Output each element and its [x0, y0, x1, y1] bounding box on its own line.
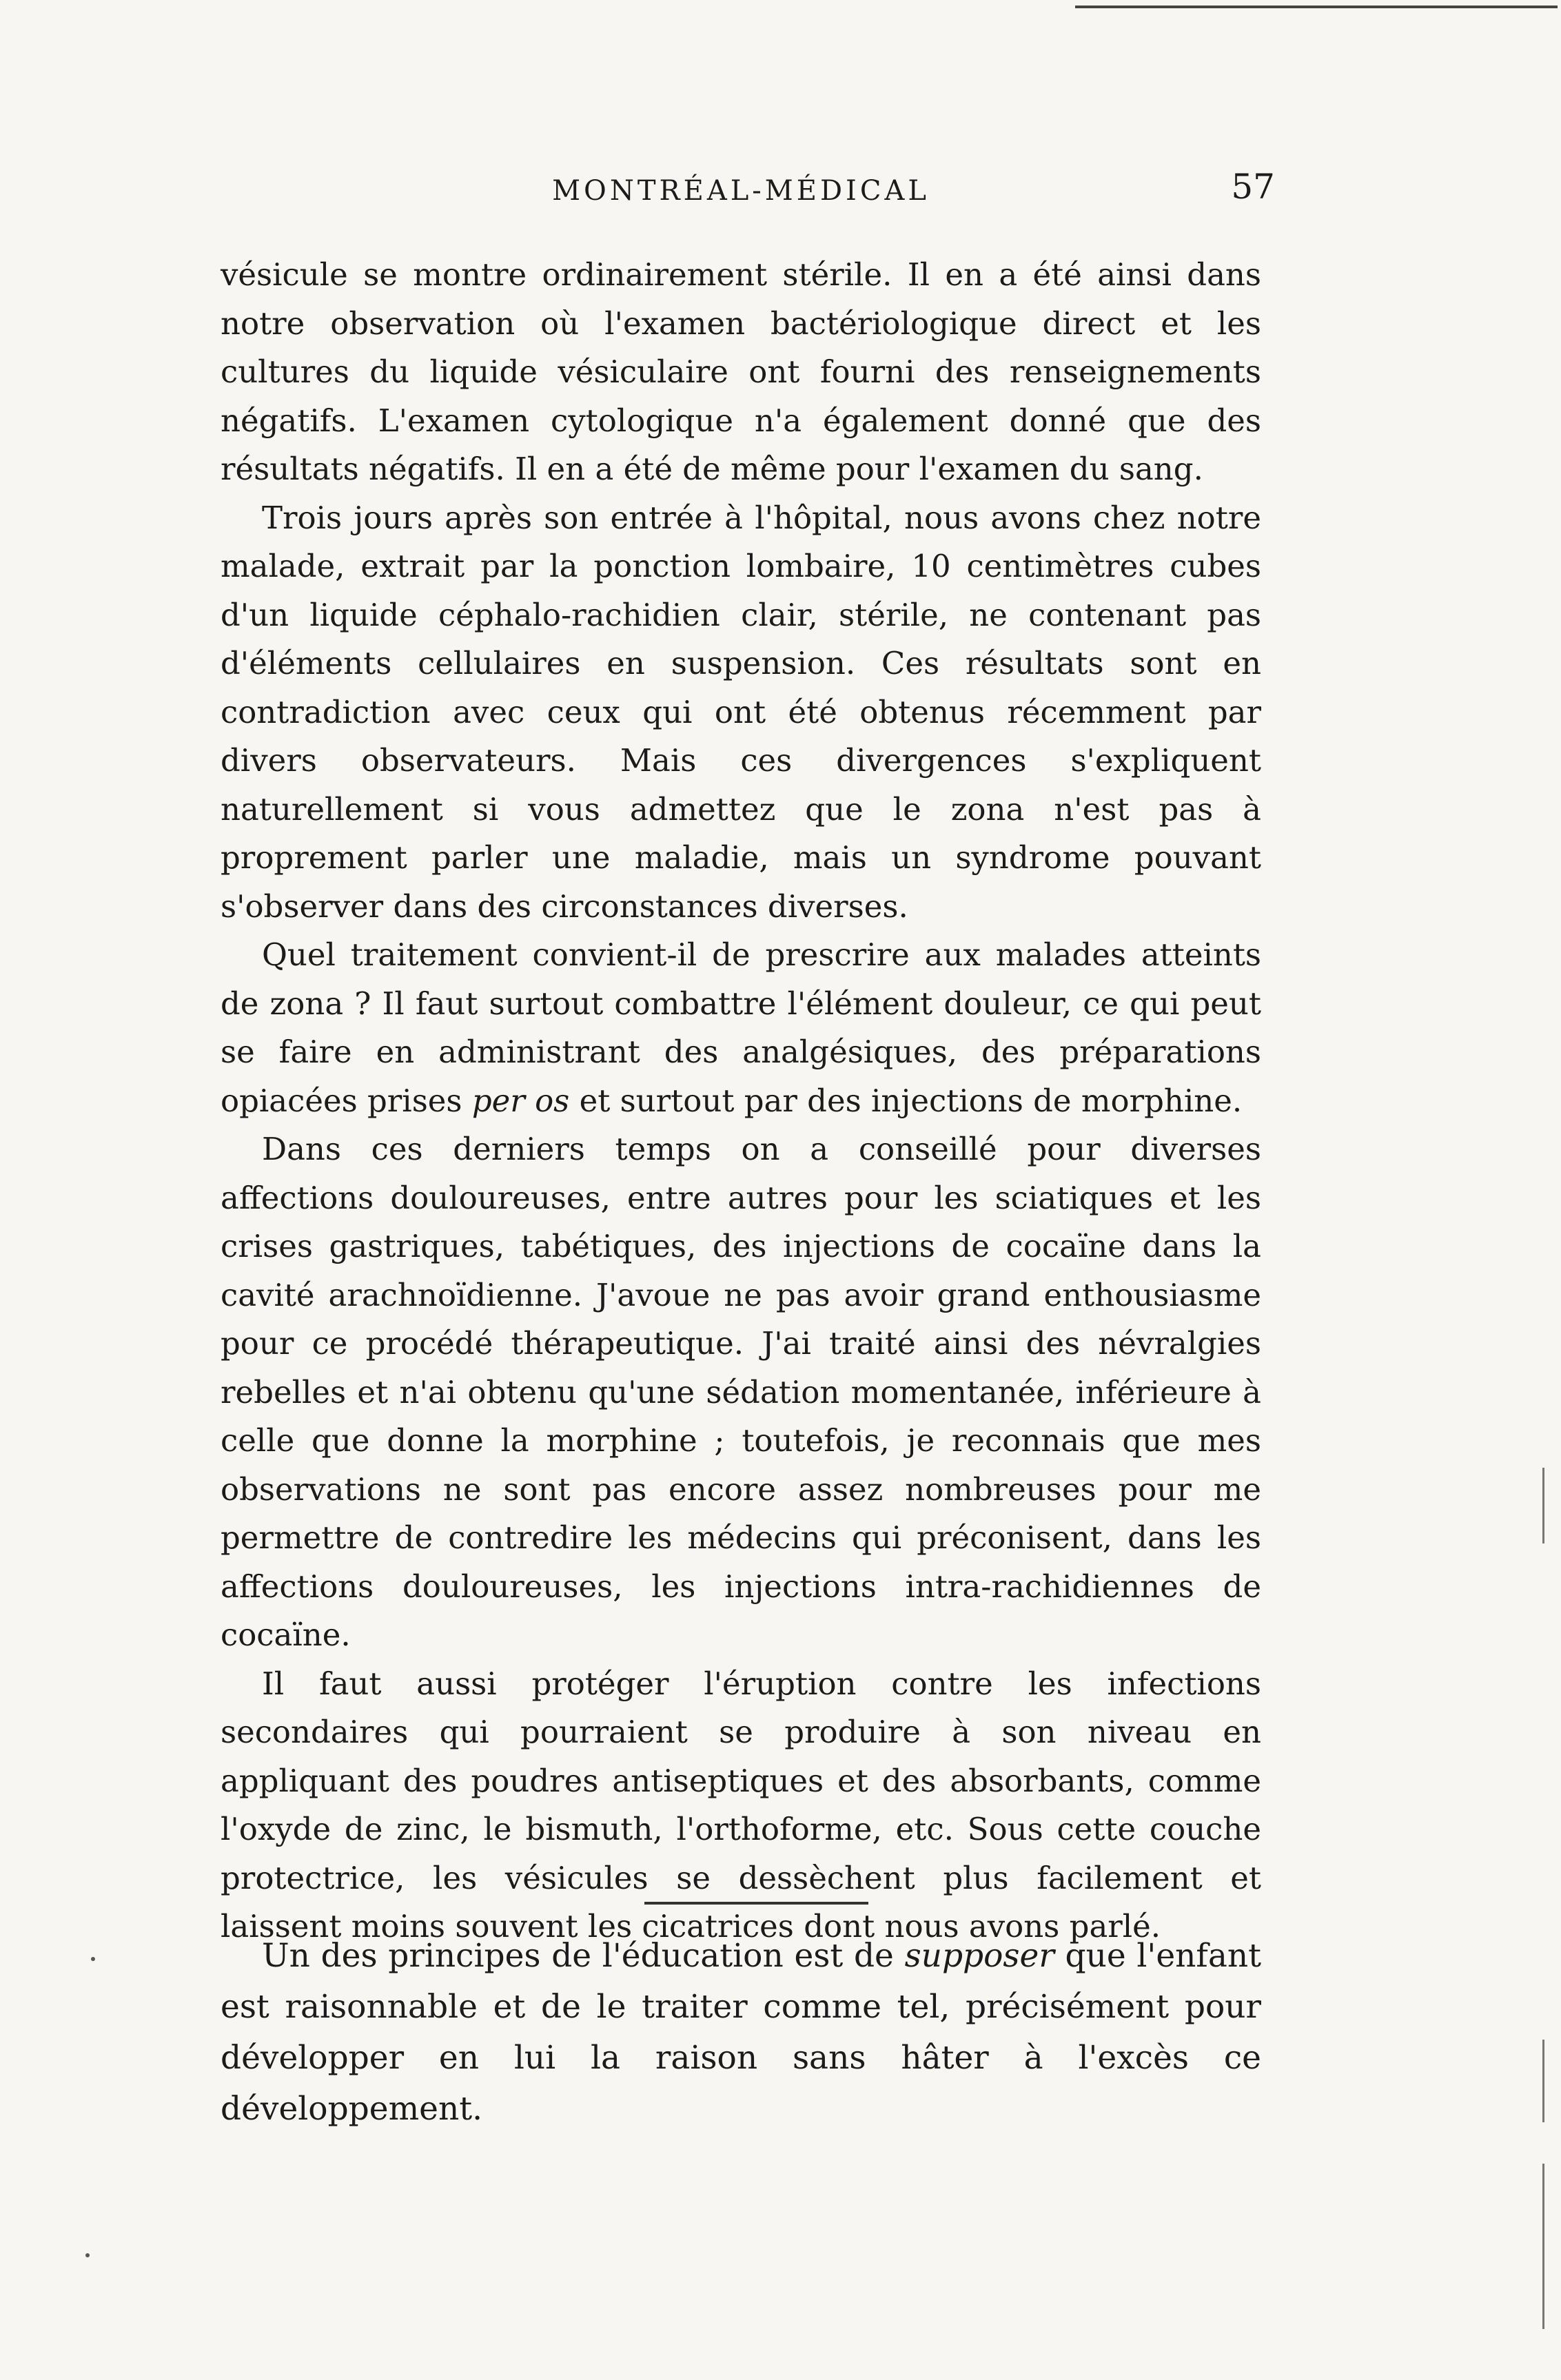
page-edge-mark	[1542, 2040, 1544, 2122]
main-text	[221, 251, 1261, 1951]
latin-phrase: per os	[471, 1082, 570, 1119]
page-edge-mark	[1542, 1468, 1544, 1543]
maxim-text-after: que l'enfant est raisonnable et de le traiter comme tel, précisément pour développer en lui la raison sans hâter à l'excès ce développement.	[221, 1937, 1261, 2128]
paragraph: vésicule se montre ordinairement stérile. Il en a été ainsi dans notre observation où l'examen bactériologique direct et les cultures du liquide vésiculaire ont fourni des renseignements négatifs. L'examen cytologique n'a également donné que des résultats négatifs. Il en a été de même pour l'examen du sang.	[221, 256, 1261, 487]
paragraph: Dans ces derniers temps on a conseillé pour diverses affections douloureuses, entre autres pour les sciatiques et les crises gastriques, tabétiques, des injections de cocaïne dans la cavité arachnoïdienne. J'avoue ne pas avoir grand enthousiasme pour ce procédé thérapeutique. J'ai traité ainsi des névralgies rebelles et n'ai obtenu qu'une sédation momentanée, inférieure à celle que donne la morphine ; toutefois, je reconnais que mes observations ne sont pas encore assez nombreuses pour me permettre de contredire les médecins qui préconisent, dans les affections douloureuses, les injections intra-rachidiennes de cocaïne.	[221, 1131, 1261, 1653]
maxim	[221, 1931, 1261, 2135]
paragraph-treatment: Quel traitement convient-il de prescrire aux malades atteints de zona ? Il faut surtout combattre l'élément douleur, ce qui peut se faire en administrant des analgésiques, des préparations opiacées prises per os et surtout par des injections de morphine.	[221, 936, 1261, 1119]
paragraph: Il faut aussi protéger l'éruption contre les infections secondaires qui pourraient se produire à son niveau en appliquant des poudres antiseptiques et des absorbants, comme l'oxyde de zinc, le bismuth, l'orthoforme, etc. Sous cette couche protectrice, les vésicules se dessèchent plus facilement et laissent moins souvent les cicatrices dont nous avons parlé.	[221, 1665, 1261, 1945]
stray-dot	[91, 1957, 95, 1961]
margin-dot	[85, 2253, 90, 2257]
page-edge-mark	[1542, 2164, 1544, 2329]
section-separator	[644, 1902, 868, 1905]
maxim-emphasis: supposer	[904, 1937, 1054, 1975]
paragraph: Trois jours après son entrée à l'hôpital, nous avons chez notre malade, extrait par la ponction lombaire, 10 centimètres cubes d'un liquide céphalo-rachidien clair, stérile, ne contenant pas d'éléments cellulaires en suspension. Ces résultats sont en contradiction avec ceux qui ont été obtenus récemment par divers observateurs. Mais ces divergences s'expliquent naturellement si vous admettez que le zona n'est pas à proprement parler une maladie, mais un syndrome pouvant s'observer dans des circonstances diverses.	[221, 499, 1261, 925]
maxim-text-before: Un des principes de l'éducation est de	[262, 1937, 905, 1975]
page-number: 57	[1231, 167, 1275, 207]
maxim-paragraph	[221, 1931, 1261, 2135]
running-head	[221, 167, 1275, 215]
top-rule	[1075, 6, 1558, 8]
running-title: MONTRÉAL-MÉDICAL	[552, 175, 930, 207]
